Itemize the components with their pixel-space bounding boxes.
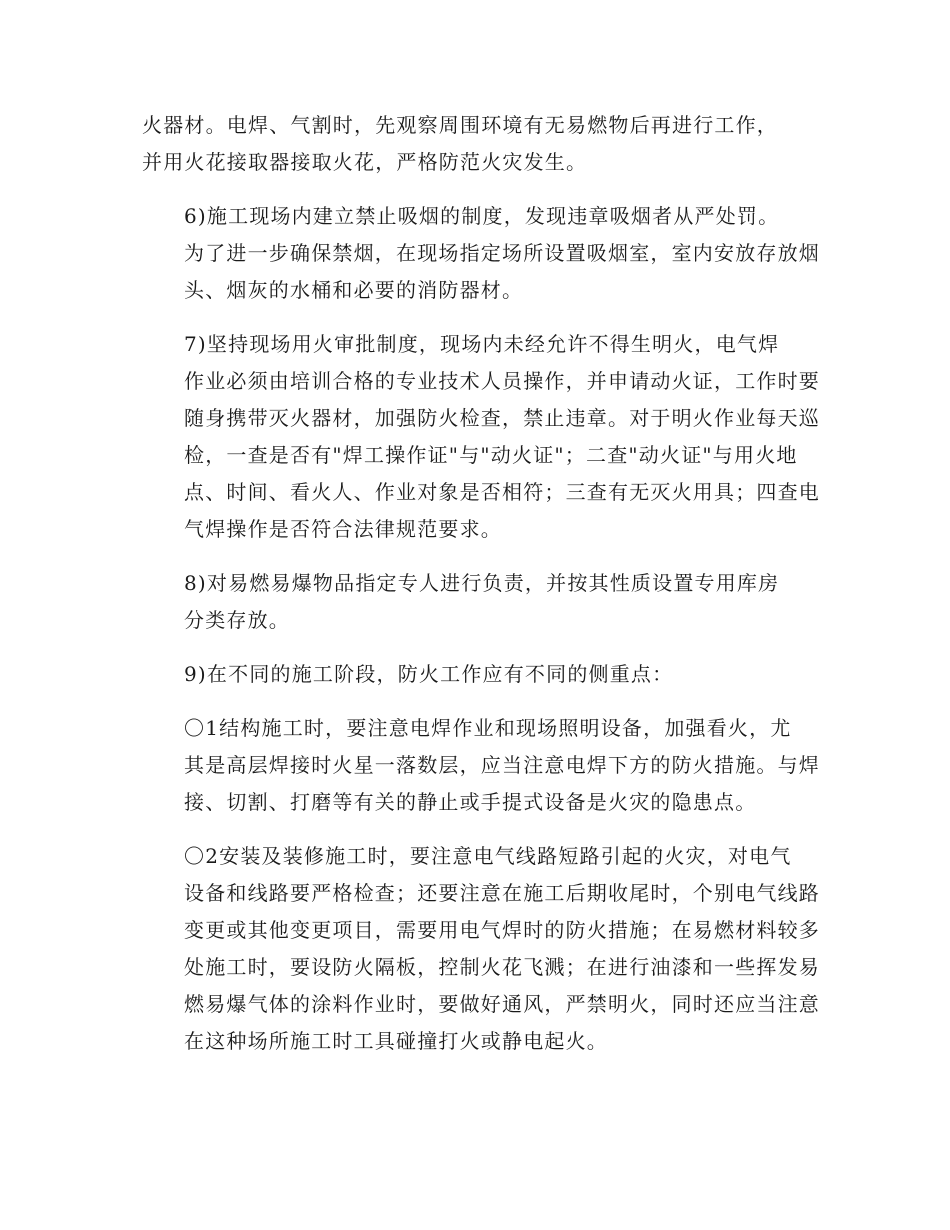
text-line: 〇1结构施工时，要注意电焊作业和现场照明设备，加强看火，尤: [184, 716, 792, 740]
text-line: 点、时间、看火人、作业对象是否相符；三查有无灭火用具；四查电: [184, 480, 820, 504]
text-line: 接、切割、打磨等有关的静止或手提式设备是火灾的隐患点。: [184, 790, 757, 814]
text-line: 处施工时，要设防火隔板，控制火花飞溅；在进行油漆和一些挥发易: [184, 955, 820, 979]
text-line: 并用火花接取器接取火花，严格防范火灾发生。: [142, 150, 588, 174]
text-line: 为了进一步确保禁烟，在现场指定场所设置吸烟室，室内安放存放烟: [184, 241, 820, 265]
text-line: 火器材。电焊、气割时，先观察周围环境有无易燃物后再进行工作，: [142, 113, 778, 137]
text-line: 设备和线路要严格检查；还要注意在施工后期收尾时，个别电气线路: [184, 881, 820, 905]
text-line: 8)对易燃易爆物品指定专人进行负责，并按其性质设置专用库房: [184, 571, 780, 595]
text-line: 检，一查是否有"焊工操作证"与"动火证"；二查"动火证"与用火地: [184, 443, 798, 467]
text-line: 分类存放。: [184, 608, 290, 632]
paragraph-6: [142, 710, 820, 821]
text-line: 头、烟灰的水桶和必要的消防器材。: [184, 278, 524, 302]
text-line: 气焊操作是否符合法律规范要求。: [184, 517, 502, 541]
paragraph-1: [142, 107, 814, 181]
text-line: 变更或其他变更项目，需要用电气焊时的防火措施；在易燃材料较多: [184, 918, 820, 942]
text-line: 燃易爆气体的涂料作业时，要做好通风，严禁明火，同时还应当注意: [184, 992, 820, 1016]
paragraph-3: [142, 326, 820, 548]
text-line: 〇2安装及装修施工时，要注意电气线路短路引起的火灾，对电气: [184, 844, 792, 868]
text-line: 在这种场所施工时工具碰撞打火或静电起火。: [184, 1029, 608, 1053]
text-line: 9)在不同的施工阶段，防火工作应有不同的侧重点：: [184, 662, 674, 686]
text-line: 7)坚持现场用火审批制度，现场内未经允许不得生明火，电气焊: [184, 332, 780, 356]
text-line: 其是高层焊接时火星一落数层，应当注意电焊下方的防火措施。与焊: [184, 753, 820, 777]
paragraph-7: [142, 838, 820, 1060]
text-line: 随身携带灭火器材，加强防火检查，禁止违章。对于明火作业每天巡: [184, 406, 820, 430]
paragraph-5: [142, 656, 814, 693]
text-line: 作业必须由培训合格的专业技术人员操作，并申请动火证，工作时要: [184, 369, 820, 393]
document-body: [142, 107, 820, 1077]
paragraph-2: [142, 198, 820, 309]
paragraph-4: [142, 565, 814, 639]
text-line: 6)施工现场内建立禁止吸烟的制度，发现违章吸烟者从严处罚。: [184, 204, 780, 228]
